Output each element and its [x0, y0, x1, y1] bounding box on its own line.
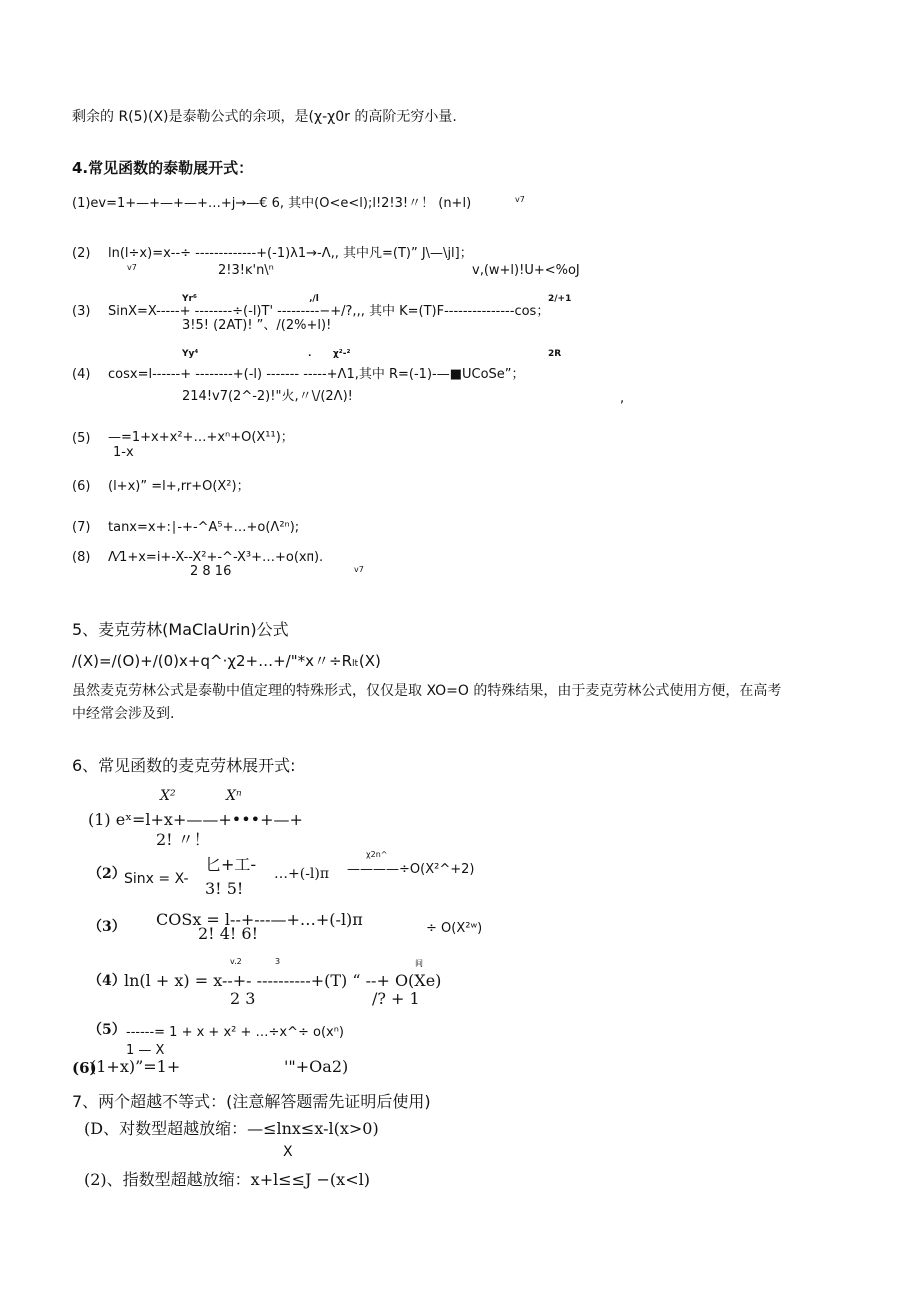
formula-7-number: (7)	[72, 520, 91, 535]
formula-3-sup-2: ‚/l	[309, 294, 319, 304]
maclaurin-formula: /(X)=/(O)+/(0)x+q^·χ2+…+/"*x〃÷Rₗₜ(X)	[72, 652, 381, 670]
maclaurin-binomial-remainder: '"+Oa2)	[284, 1057, 349, 1076]
m4-sup-3: 间	[415, 959, 423, 968]
section5-paragraph-line-2: 中经常会涉及到.	[72, 706, 175, 722]
m4-number: （4）	[88, 973, 126, 989]
section5-paragraph-line-1: 虽然麦克劳林公式是泰勒中值定理的特殊形式，仅仅是取 XO=O 的特殊结果，由于麦克劳林公式使用方便，在高考	[72, 683, 782, 699]
exp-inequality: (2)、指数型超越放缩：x+l≤≤J −(x<l)	[84, 1170, 370, 1189]
m1-sup-2: Xⁿ	[226, 788, 242, 804]
formula-8-denominators: 2 8 16	[190, 564, 232, 579]
formula-4-sup-3: χ²‑²	[333, 349, 351, 359]
maclaurin-exp: (1) eˣ=l+x+——+•••+—+	[88, 810, 303, 829]
taylor-formula-6: (l+x)” =l+,rr+O(X²)；	[108, 479, 250, 494]
m1-denominators: 2! 〃！	[156, 830, 210, 849]
m3-number: （3）	[88, 919, 126, 935]
formula-4-sup-4: 2R	[548, 349, 562, 359]
m5-denominator: 1 — X	[126, 1043, 165, 1058]
formula-4-comma: ,	[620, 391, 625, 406]
formula-3-number: (3)	[72, 304, 91, 319]
log-inequality-denominator: X	[283, 1144, 293, 1160]
formula-4-sup-2: .	[308, 349, 312, 359]
m4-denominators-right: /? + 1	[372, 989, 420, 1008]
m2-denominators: 3! 5!	[205, 879, 244, 898]
remainder-line: 剩余的 R(5)(X)是泰勒公式的余项，是(χ-χ0r 的高阶无穷小量.	[72, 109, 457, 125]
taylor-formula-3: SinX=X-----+ --------÷(-l)T' ---------−+/?,,, 其中 K=(T)F---------------cos；	[108, 304, 550, 319]
formula-2-sub-left: v7	[127, 263, 137, 272]
formula-3-denominators: 3!5! (2AT)! ”、/(2%+l)!	[182, 318, 332, 333]
formula-6-number: (6)	[72, 479, 91, 494]
formula-5-denominator: 1-x	[113, 445, 134, 460]
formula-3-sup-1: Yr⁶	[182, 294, 197, 304]
formula-2-denominator: 2!3!ĸ'n\ⁿ	[218, 263, 274, 278]
maclaurin-cos-remainder: ÷ O(X²ʷ)	[426, 921, 483, 936]
taylor-formula-7: tanx=x+:∣-+-^A⁵+…+o(Λ²ⁿ);	[108, 520, 300, 535]
m3-denominators: 2! 4! 6!	[198, 924, 258, 943]
formula-1-note: v7	[515, 195, 525, 204]
formula-2-remainder: v‚(w+l)!U+<%oJ	[472, 263, 580, 278]
m2-number: （2）	[88, 866, 126, 882]
taylor-formula-4: cosx=l------+ --------+(-l) ------- -----+Λ1,其中 R=(-1)-—■UCoSe”；	[108, 367, 525, 382]
m1-sup-1: X²	[160, 788, 176, 804]
taylor-formula-2: ln(l÷x)=x--÷ -------------+(-1)λ1→-Λ‚, 其中凡=(T)” J\—\jl]；	[108, 246, 473, 261]
maclaurin-sin-general: …+(-l)π	[274, 866, 330, 882]
formula-8-number: (8)	[72, 550, 91, 565]
m2-sup: χ2n^	[366, 850, 388, 859]
section7-heading: 7、两个超越不等式：(注意解答题需先证明后使用)	[72, 1092, 431, 1111]
log-inequality: (D、对数型超越放缩：—≤lnx≤x-l(x>0)	[84, 1119, 379, 1138]
maclaurin-cos: COSx = l--+---—+…+(-l)π	[156, 910, 363, 929]
formula-4-number: (4)	[72, 367, 91, 382]
maclaurin-sin-lead: Sinx = X-	[124, 871, 189, 887]
section6-heading: 6、常见函数的麦克劳林展开式:	[72, 756, 296, 775]
formula-2-number: (2)	[72, 246, 91, 261]
m4-sup-1: v.2	[230, 957, 242, 966]
m4-sup-2: 3	[275, 957, 281, 966]
taylor-formula-1: (1)ev=1+—+—+—+…+j→—€ 6, 其中(O<e<l);l!2!3!〃！ (n+l)	[72, 196, 472, 211]
section5-heading: 5、麦克劳林(MaClaUrin)公式	[72, 620, 289, 639]
taylor-formula-8: Λ⁄1+x=i+-X--X²+-^-X³+…+o(xᴨ).	[108, 550, 324, 565]
taylor-formula-5: —=1+x+x²+…+xⁿ+O(X¹¹)；	[108, 430, 294, 445]
formula-4-denominators: 214!v7(2^-2)!"火,〃\/(2Λ)!	[182, 389, 353, 404]
maclaurin-binomial: (1+x)”=1+	[90, 1057, 181, 1076]
maclaurin-ln: ln(l + x) = x--+- ----------+(T) “ --+ O(Xe)	[124, 971, 442, 990]
section4-heading: 4.常见函数的泰勒展开式：	[72, 159, 254, 177]
maclaurin-geometric: ------= 1 + x + x² + …÷x^÷ o(xⁿ)	[126, 1025, 344, 1040]
m5-number: （5）	[88, 1022, 126, 1038]
maclaurin-sin-terms: 匕+工-	[205, 855, 257, 874]
formula-4-sup-1: Yy⁴	[182, 349, 199, 359]
formula-8-note: v7	[354, 565, 364, 574]
m4-denominators-left: 2 3	[230, 989, 256, 1008]
formula-5-number: (5)	[72, 431, 91, 446]
maclaurin-sin-remainder: ————÷O(X²^+2)	[347, 862, 475, 877]
m6-number: (6)	[72, 1059, 97, 1077]
formula-3-sup-3: 2/+1	[548, 294, 572, 304]
